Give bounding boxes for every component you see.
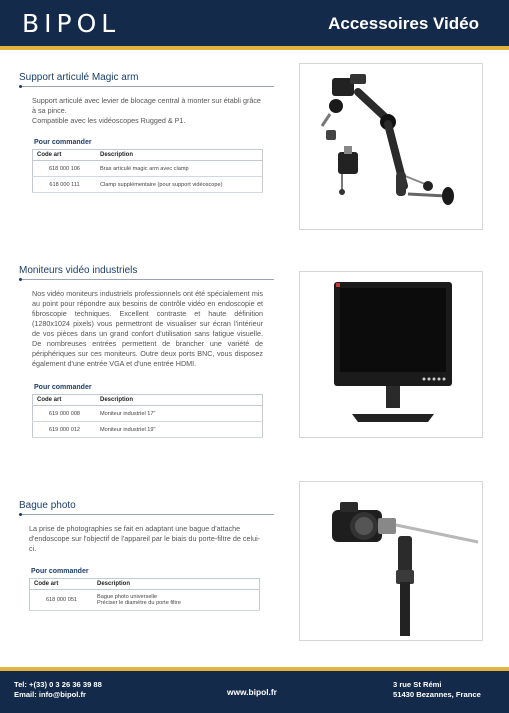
section-title-photo-ring: Bague photo [19, 500, 76, 511]
table-row [33, 161, 263, 177]
footer-address-city: 51430 Bezannes, France [393, 690, 481, 699]
table-row [33, 406, 263, 422]
order-table [32, 394, 263, 438]
column-header-description: Description [96, 150, 263, 161]
column-header-code: Code art [30, 579, 94, 590]
column-header-code: Code art [33, 395, 97, 406]
column-header-description: Description [96, 395, 263, 406]
order-label: Pour commander [34, 139, 92, 146]
section-title-magic-arm: Support articulé Magic arm [19, 72, 139, 83]
footer-contact [14, 680, 102, 700]
section-description: La prise de photographies se fait en adaptant une bague d'attache d'endoscope sur l'objectif de l'appareil par le biais du porte-filtre de celui-ci. [29, 524, 261, 553]
page-footer [0, 671, 509, 713]
item-code: 619 000 012 [33, 422, 97, 438]
order-label: Pour commander [31, 568, 89, 575]
footer-address [393, 680, 481, 700]
item-description: Clamp supplémentaire (pour support vidéoscope) [96, 177, 263, 193]
section-description: Support articulé avec levier de blocage central à monter sur établi grâce à sa pince. Compatible avec les vidéoscopes Rugged & P1. [32, 96, 261, 125]
order-table [32, 149, 263, 193]
table-row [33, 177, 263, 193]
section-title-monitors: Moniteurs vidéo industriels [19, 265, 138, 276]
item-description-note: Préciser le diamètre du porte filtre [97, 600, 181, 606]
table-row [33, 422, 263, 438]
order-table [29, 578, 260, 611]
footer-website-link[interactable]: www.bipol.fr [227, 687, 277, 697]
item-code: 618 000 051 [30, 590, 94, 611]
order-label: Pour commander [34, 384, 92, 391]
section-divider [19, 86, 274, 87]
camera-adapter-photo [299, 481, 483, 641]
column-header-description: Description [93, 579, 260, 590]
document-title: Accessoires Vidéo [328, 14, 479, 33]
item-code: 618 000 111 [33, 177, 97, 193]
item-description: Moniteur industriel 19" [96, 422, 263, 438]
table-row [30, 590, 260, 611]
item-code: 619 000 008 [33, 406, 97, 422]
item-description: Bague photo universelle [97, 594, 158, 600]
section-description: Nos vidéo moniteurs industriels professionnels ont été spécialement mis au point pour répondre aux besoins de contrôle vidéo en endoscopie et fibroscopie techniques. Excellent contraste et haute définition (1280x1024 pixels) vous permettront de visualiser sur écran l'intérieur de vos pièces dans un grand confort d'utilisation sans fatigue visuelle. De nombreuses entrées permettent de brancher une variété de périphériques sur ces moniteurs. Outre deux ports BNC, vous disposez également d'une entrée VGA et d'une entrée HDMI. [32, 289, 263, 368]
item-code: 618 000 106 [33, 161, 97, 177]
monitor-photo [299, 271, 483, 438]
page-header [0, 0, 509, 46]
item-description: Bras articulé magic arm avec clamp [96, 161, 263, 177]
footer-email[interactable]: Email: info@bipol.fr [14, 690, 86, 699]
section-divider [19, 514, 274, 515]
magic-arm-photo [299, 63, 483, 230]
brand-logo: BIPOL [22, 9, 121, 38]
header-accent-bar [0, 46, 509, 50]
footer-address-street: 3 rue St Rémi [393, 680, 442, 689]
footer-phone: Tel: +(33) 0 3 26 36 39 88 [14, 680, 102, 689]
item-description: Moniteur industriel 17" [96, 406, 263, 422]
section-divider [19, 279, 274, 280]
column-header-code: Code art [33, 150, 97, 161]
